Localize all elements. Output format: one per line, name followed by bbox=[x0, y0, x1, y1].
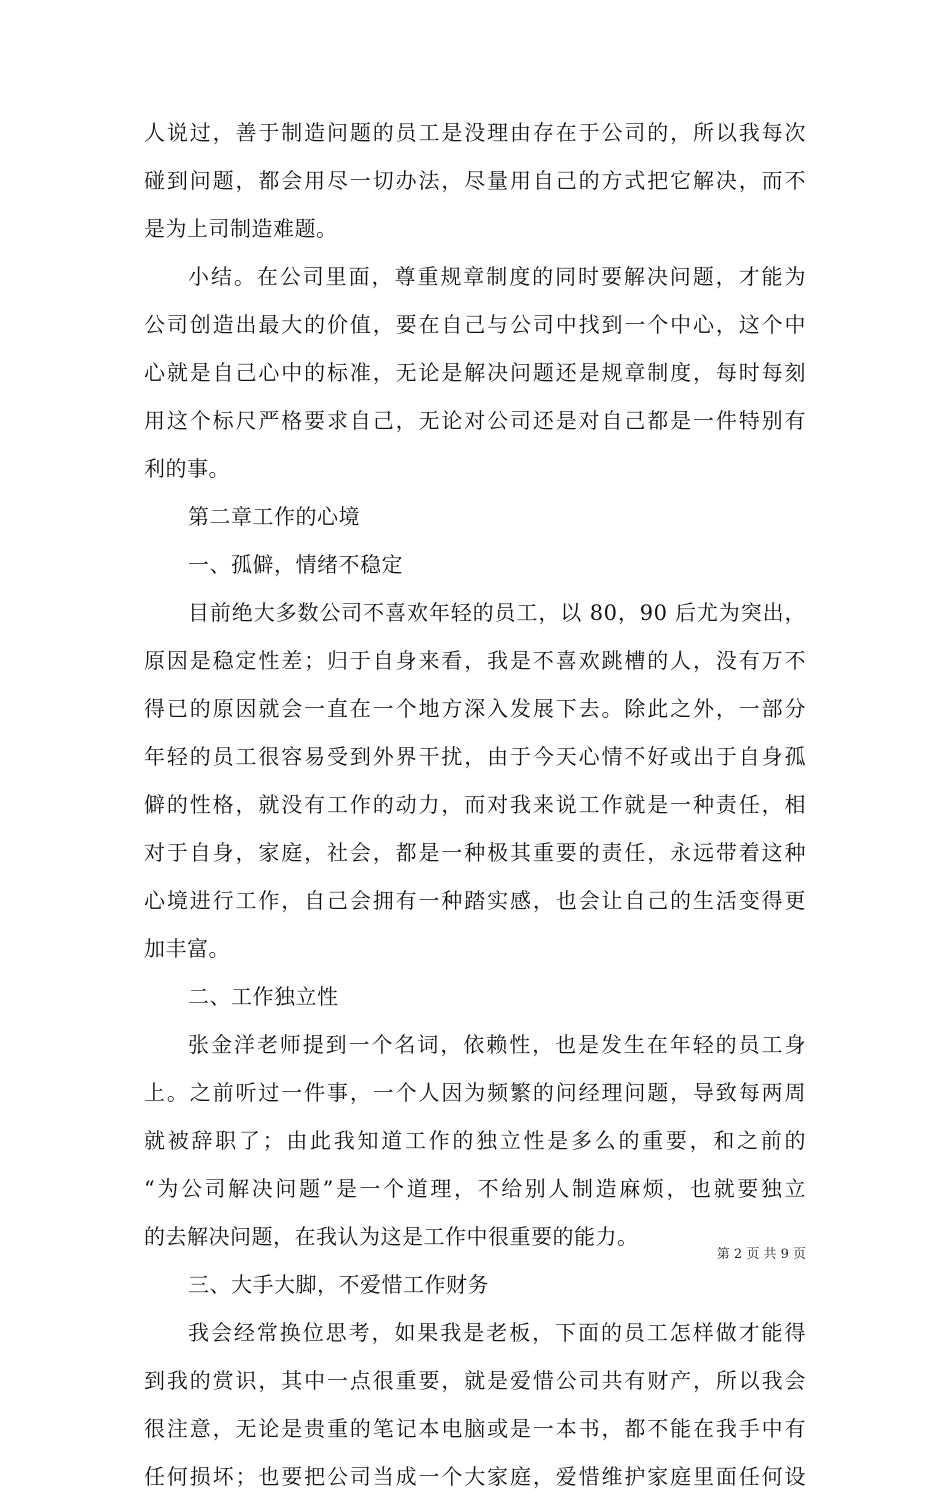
text-line: 利的事。 bbox=[144, 457, 230, 481]
text-line: “为公司解决问题”是一个道理，不给别人制造麻烦，也就要独立 bbox=[144, 1177, 806, 1201]
text-line: 很注意，无论是贵重的笔记本电脑或是一本书，都不能在我手中有 bbox=[144, 1417, 806, 1441]
text-line: 是为上司制造难题。 bbox=[144, 217, 338, 241]
text-line: 心就是自己心中的标准，无论是解决问题还是规章制度，每时每刻 bbox=[144, 361, 806, 385]
text-line: 一、孤僻，情绪不稳定 bbox=[188, 553, 403, 577]
text-line: 我会经常换位思考，如果我是老板，下面的员工怎样做才能得 bbox=[188, 1321, 806, 1345]
text-line: 碰到问题，都会用尽一切办法，尽量用自己的方式把它解决，而不 bbox=[144, 169, 806, 193]
text-line: 对于自身，家庭，社会，都是一种极其重要的责任，永远带着这种 bbox=[144, 841, 806, 865]
text-line: 目前绝大多数公司不喜欢年轻的员工，以 80，90 后尤为突出， bbox=[188, 601, 806, 625]
text-line: 到我的赏识，其中一点很重要，就是爱惜公司共有财产，所以我会 bbox=[144, 1369, 806, 1393]
page-number: 第 2 页 共 9 页 bbox=[716, 1247, 806, 1262]
text-line: 得已的原因就会一直在一个地方深入发展下去。除此之外，一部分 bbox=[144, 697, 806, 721]
text-line: 任何损坏；也要把公司当成一个大家庭，爱惜维护家庭里面任何设 bbox=[144, 1465, 806, 1489]
text-line: 人说过，善于制造问题的员工是没理由存在于公司的，所以我每次 bbox=[144, 121, 806, 145]
document-body bbox=[144, 109, 806, 1501]
text-line: 年轻的员工很容易受到外界干扰，由于今天心情不好或出于自身孤 bbox=[144, 745, 806, 769]
text-line: 加丰富。 bbox=[144, 937, 230, 961]
text-line: 小结。在公司里面，尊重规章制度的同时要解决问题，才能为 bbox=[188, 265, 806, 289]
text-line: 上。之前听过一件事，一个人因为频繁的问经理问题，导致每两周 bbox=[144, 1081, 806, 1105]
text-line: 原因是稳定性差；归于自身来看，我是不喜欢跳槽的人，没有万不 bbox=[144, 649, 806, 673]
text-line: 三、大手大脚，不爱惜工作财务 bbox=[188, 1273, 489, 1297]
text-line: 公司创造出最大的价值，要在自己与公司中找到一个中心，这个中 bbox=[144, 313, 806, 337]
text-line: 就被辞职了；由此我知道工作的独立性是多么的重要，和之前的 bbox=[144, 1129, 806, 1153]
text-line: 心境进行工作，自己会拥有一种踏实感，也会让自己的生活变得更 bbox=[144, 889, 806, 913]
text-line: 张金洋老师提到一个名词，依赖性，也是发生在年轻的员工身 bbox=[188, 1033, 806, 1057]
text-line: 用这个标尺严格要求自己，无论对公司还是对自己都是一件特别有 bbox=[144, 409, 806, 433]
text-line: 第二章工作的心境 bbox=[188, 505, 360, 529]
text-line: 僻的性格，就没有工作的动力，而对我来说工作就是一种责任，相 bbox=[144, 793, 806, 817]
text-line: 的去解决问题，在我认为这是工作中很重要的能力。 bbox=[144, 1225, 639, 1249]
text-line: 二、工作独立性 bbox=[188, 985, 339, 1009]
